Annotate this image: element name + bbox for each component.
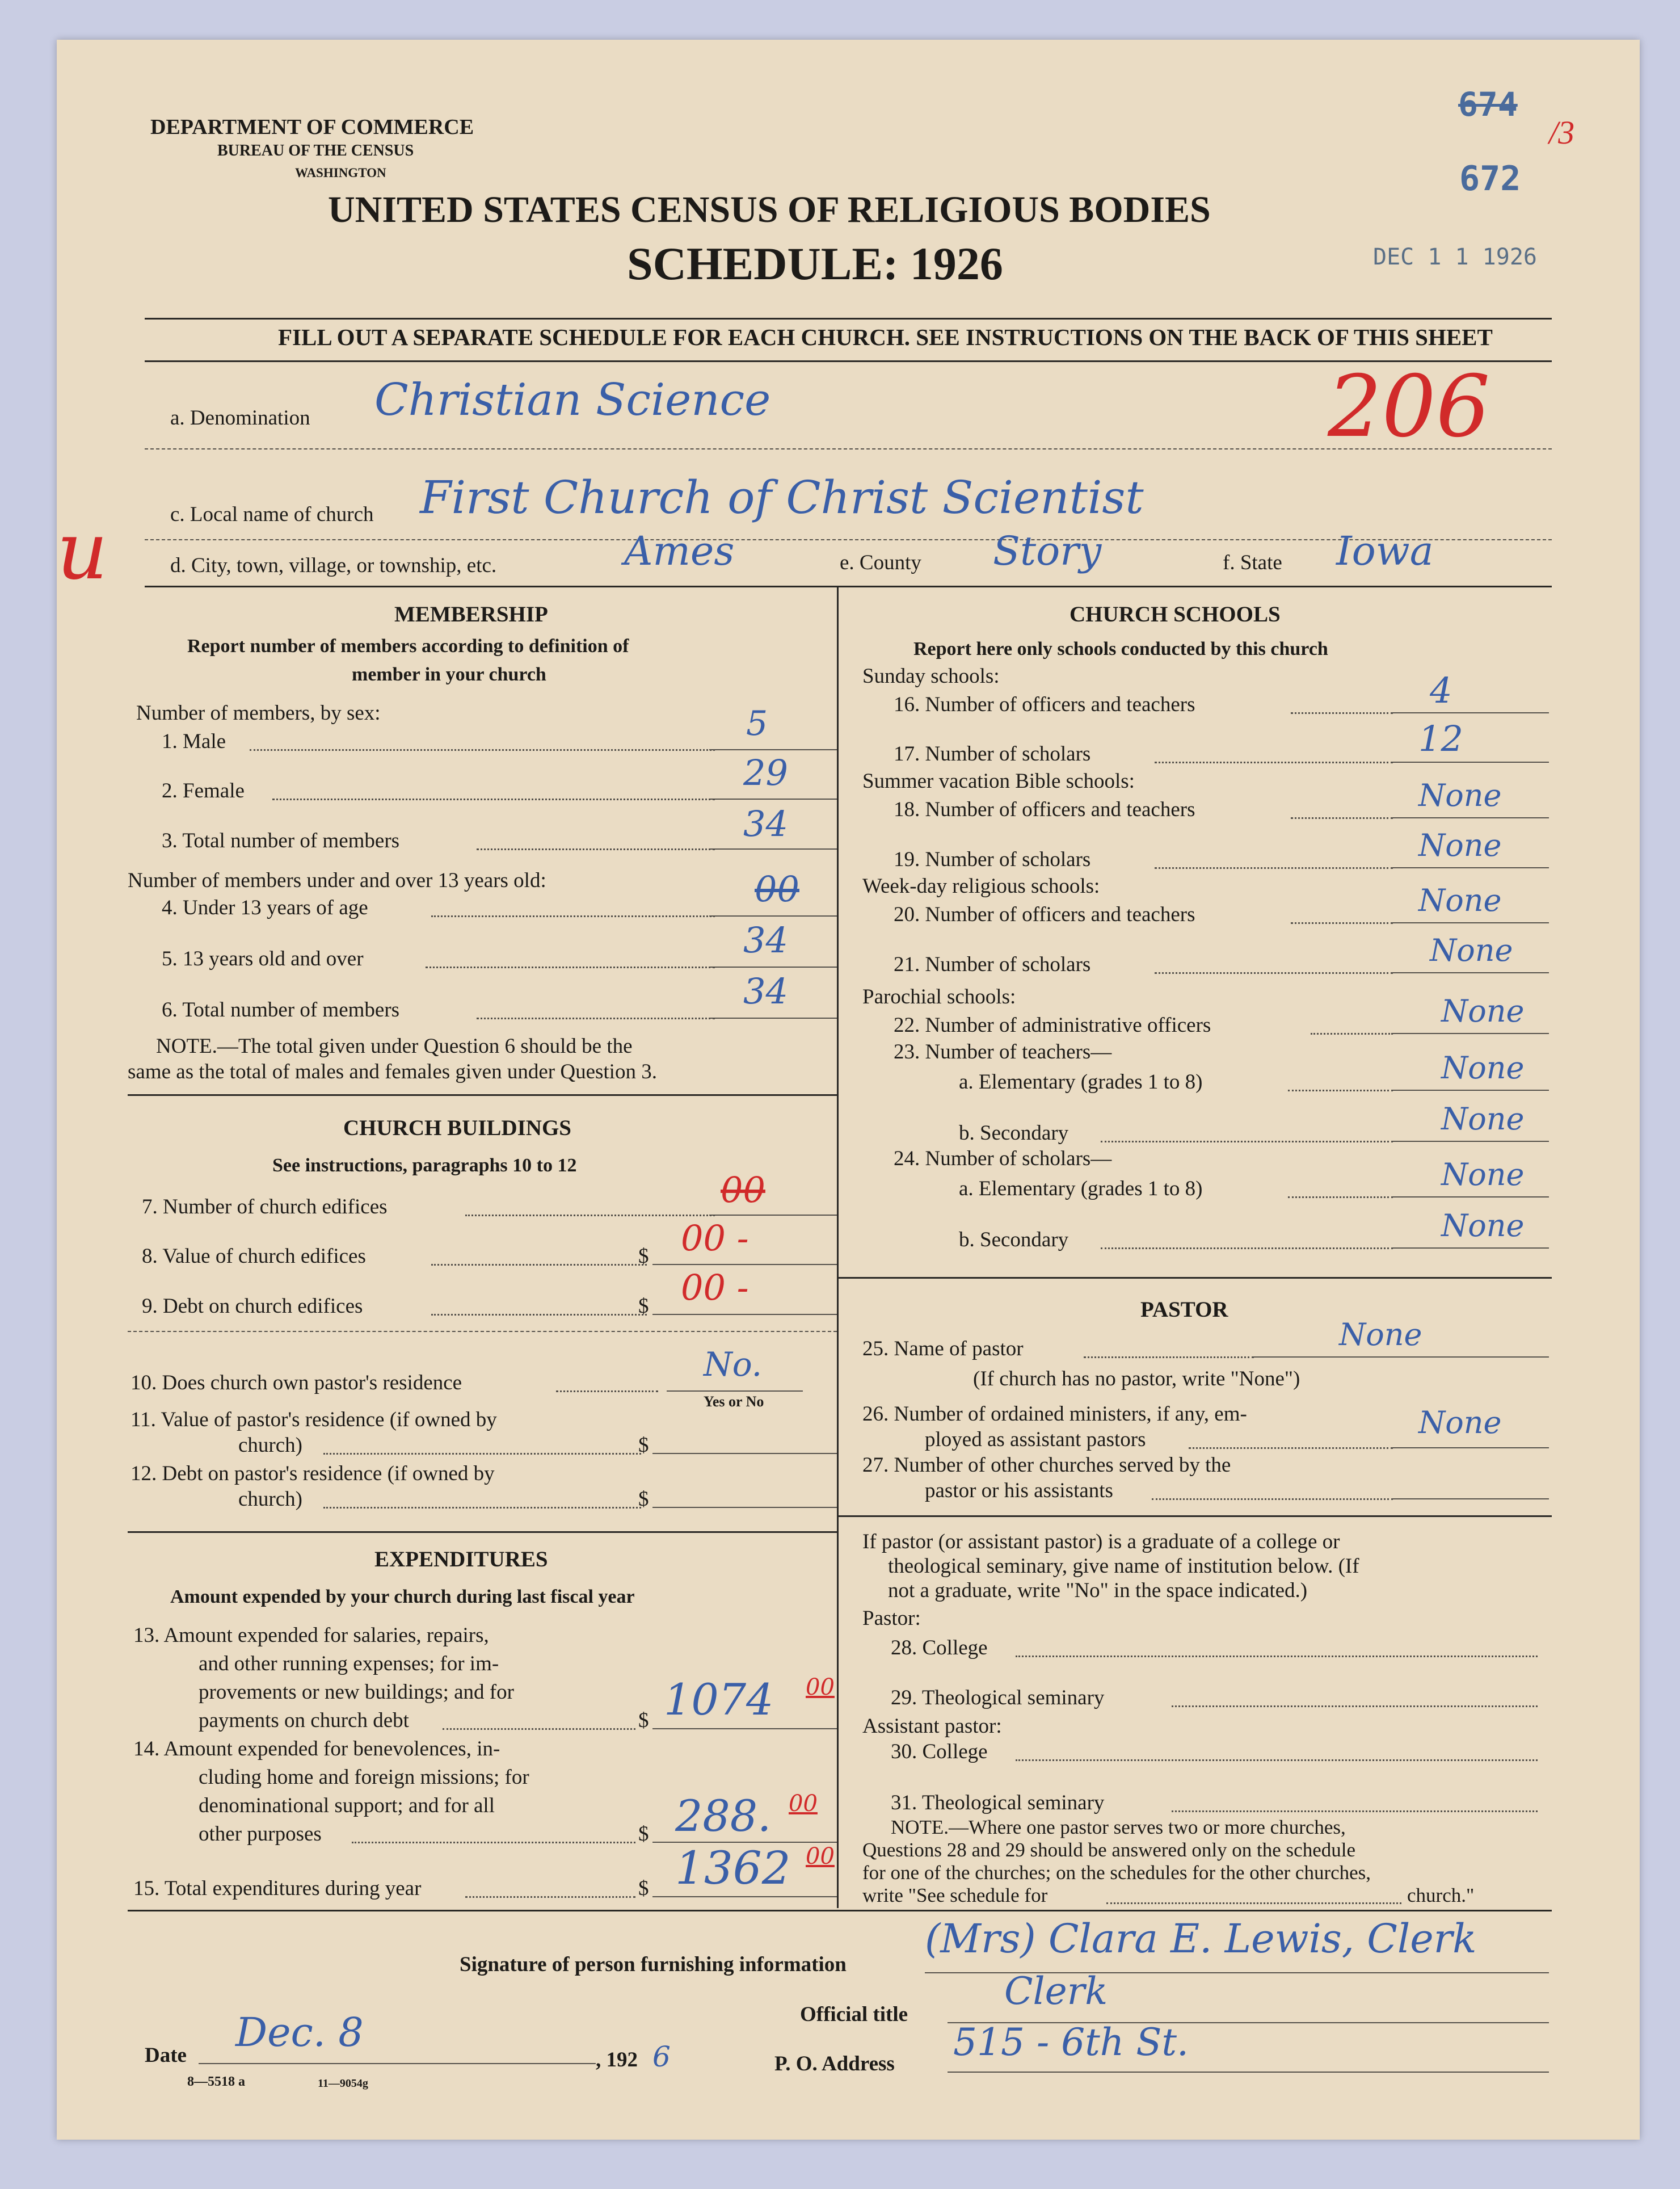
q13-label-3: provements or new buildings; and for: [199, 1680, 514, 1704]
rule: [837, 1277, 1552, 1279]
q14-label-3: denominational support; and for all: [199, 1794, 495, 1817]
pastor-note-4: write "See schedule for: [862, 1884, 1048, 1906]
expenditures-sub: Amount expended by your church during last fiscal year: [170, 1586, 635, 1607]
underline: [1393, 1033, 1549, 1034]
leader: [431, 1314, 647, 1316]
q2-value[interactable]: 29: [743, 752, 788, 793]
underline: [199, 2063, 596, 2064]
underline: [1393, 1196, 1549, 1198]
leader: [1288, 1090, 1393, 1091]
q3-label: 3. Total number of members: [162, 829, 400, 852]
q8-label: 8. Value of church edifices: [142, 1245, 366, 1268]
underline: [709, 799, 837, 800]
q11-label-2: church): [238, 1434, 302, 1457]
underline: [1393, 712, 1549, 713]
yes-no-caption: Yes or No: [704, 1393, 764, 1410]
underline: [1393, 1090, 1549, 1091]
q18-label: 18. Number of officers and teachers: [894, 798, 1195, 821]
q13-cents[interactable]: 00: [806, 1674, 835, 1700]
leader: [431, 915, 715, 917]
q14-dollar: $: [638, 1822, 649, 1846]
q24a-value[interactable]: None: [1441, 1157, 1525, 1192]
q24-label: 24. Number of scholars—: [894, 1147, 1112, 1170]
rule: [145, 448, 1552, 449]
q12-value-line[interactable]: [652, 1507, 837, 1508]
underline: [1393, 972, 1549, 973]
q31-line[interactable]: [1172, 1810, 1538, 1812]
state-value[interactable]: Iowa: [1336, 528, 1434, 574]
rule: [145, 360, 1552, 362]
weekday-label: Week-day religious schools:: [862, 875, 1100, 898]
sunday-label: Sunday schools:: [862, 665, 1000, 688]
q12-label-1: 12. Debt on pastor's residence (if owned by: [130, 1462, 495, 1485]
membership-intro-2: member in your church: [352, 664, 546, 685]
leader: [1288, 1196, 1393, 1198]
membership-heading: MEMBERSHIP: [394, 602, 548, 627]
q26-label-1: 26. Number of ordained ministers, if any, em-: [862, 1402, 1247, 1426]
q6-label: 6. Total number of members: [162, 998, 400, 1022]
q16-value[interactable]: 4: [1430, 670, 1452, 711]
instructions-bar: FILL OUT A SEPARATE SCHEDULE FOR EACH CHURCH. SEE INSTRUCTIONS ON THE BACK OF THIS SHEET: [278, 324, 1493, 350]
leader: [323, 1507, 641, 1509]
city-value[interactable]: Ames: [624, 528, 735, 574]
q30-label: 30. College: [891, 1740, 988, 1763]
underline: [652, 1896, 837, 1897]
schools-intro: Report here only schools conducted by this church: [913, 638, 1328, 659]
leader: [352, 1842, 635, 1843]
underline: [652, 1264, 837, 1265]
q16-label: 16. Number of officers and teachers: [894, 693, 1195, 716]
q15-cents[interactable]: 00: [806, 1843, 835, 1869]
leader: [426, 967, 715, 968]
county-value[interactable]: Story: [993, 528, 1102, 574]
q4-value[interactable]: 00: [755, 868, 799, 910]
red-mark: u: [57, 505, 108, 598]
q25-value[interactable]: None: [1339, 1317, 1422, 1352]
q7-value[interactable]: 00: [721, 1169, 765, 1211]
buildings-heading: CHURCH BUILDINGS: [343, 1116, 571, 1140]
leader: [1155, 762, 1393, 763]
q22-label: 22. Number of administrative officers: [894, 1014, 1211, 1037]
q10-label: 10. Does church own pastor's residence: [130, 1371, 462, 1394]
grad-text-1: If pastor (or assistant pastor) is a graduate of a college or: [862, 1530, 1340, 1553]
by-sex-label: Number of members, by sex:: [136, 701, 381, 725]
church-name-label: c. Local name of church: [170, 503, 374, 526]
county-label: e. County: [840, 551, 921, 574]
form-title: UNITED STATES CENSUS OF RELIGIOUS BODIES: [328, 189, 1211, 230]
q11-label-1: 11. Value of pastor's residence (if owned by: [130, 1408, 497, 1431]
denomination-value[interactable]: Christian Science: [374, 375, 771, 426]
q13-label-1: 13. Amount expended for salaries, repairs,: [133, 1624, 489, 1647]
q24a-label: a. Elementary (grades 1 to 8): [959, 1177, 1203, 1200]
q7-label: 7. Number of church edifices: [142, 1195, 388, 1219]
city-label: d. City, town, village, or township, etc.: [170, 554, 497, 577]
q22-value[interactable]: None: [1441, 993, 1525, 1029]
q15-dollar: $: [638, 1877, 649, 1900]
underline: [709, 1215, 837, 1216]
date-label: Date: [145, 2044, 187, 2067]
q9-dollar: $: [638, 1295, 649, 1318]
pastor-note-5: church.": [1407, 1884, 1475, 1906]
q4-label: 4. Under 13 years of age: [162, 896, 368, 919]
leader: [443, 1728, 635, 1730]
q1-label: 1. Male: [162, 730, 226, 753]
pastor-heading: PASTOR: [1140, 1297, 1228, 1322]
leader: [1155, 867, 1393, 869]
leader: [1291, 712, 1393, 714]
q19-value[interactable]: None: [1418, 827, 1502, 863]
q2-label: 2. Female: [162, 779, 245, 803]
leader: [477, 848, 715, 850]
q23a-label: a. Elementary (grades 1 to 8): [959, 1070, 1203, 1094]
membership-note-1: NOTE.—The total given under Question 6 should be the: [156, 1035, 633, 1058]
official-title-value[interactable]: Clerk: [1004, 1969, 1108, 2013]
leader: [1101, 1247, 1393, 1249]
church-name-value[interactable]: First Church of Christ Scientist: [420, 471, 1144, 524]
column-divider: [837, 586, 839, 1908]
leader: [431, 1264, 647, 1266]
asst-pastor-sublabel: Assistant pastor:: [862, 1715, 1002, 1738]
q25-note: (If church has no pastor, write "None"): [973, 1367, 1300, 1390]
rule: [145, 586, 1552, 587]
q14-cents[interactable]: 00: [789, 1791, 818, 1817]
q14-label-1: 14. Amount expended for benevolences, in-: [133, 1737, 500, 1761]
underline: [1393, 1141, 1549, 1142]
underline: [709, 915, 837, 917]
rule: [837, 1515, 1552, 1517]
date-value[interactable]: Dec. 8: [235, 2009, 364, 2056]
by-age-label: Number of members under and over 13 years old:: [128, 869, 546, 892]
q23b-value[interactable]: None: [1441, 1101, 1525, 1137]
q24b-label: b. Secondary: [959, 1228, 1069, 1251]
q25-label: 25. Name of pastor: [862, 1337, 1024, 1360]
q13-label-2: and other running expenses; for im-: [199, 1652, 499, 1675]
q14-label-4: other purposes: [199, 1822, 322, 1846]
q14-value[interactable]: 288.: [675, 1791, 772, 1841]
rule: [128, 1331, 837, 1332]
q30-line[interactable]: [1016, 1759, 1538, 1761]
rule: [128, 1094, 837, 1096]
q11-value-line[interactable]: [652, 1453, 837, 1454]
struck-number: 674: [1458, 85, 1518, 124]
q26-value[interactable]: None: [1418, 1405, 1502, 1440]
leader: [465, 1215, 715, 1216]
leader: [323, 1453, 641, 1455]
q15-value[interactable]: 1362: [675, 1842, 791, 1894]
underline: [652, 1314, 837, 1315]
q9-label: 9. Debt on church edifices: [142, 1295, 363, 1318]
q12-label-2: church): [238, 1488, 302, 1511]
q13-value[interactable]: 1074: [664, 1674, 774, 1725]
parochial-label: Parochial schools:: [862, 985, 1016, 1009]
leader: [465, 1896, 635, 1898]
received-date-stamp: DEC 1 1 1926: [1373, 244, 1537, 270]
underline: [667, 1390, 803, 1392]
leader: [1152, 1498, 1393, 1500]
q29-label: 29. Theological seminary: [891, 1686, 1105, 1709]
q12-dollar: $: [638, 1488, 649, 1511]
q23b-label: b. Secondary: [959, 1121, 1069, 1145]
q27-label-1: 27. Number of other churches served by the: [862, 1453, 1231, 1477]
print-number: 11—9054g: [318, 2077, 368, 2090]
official-title-label: Official title: [800, 2003, 908, 2026]
bureau-city: WASHINGTON: [295, 166, 386, 180]
underline: [948, 2072, 1549, 2073]
q11-dollar: $: [638, 1434, 649, 1457]
q29-line[interactable]: [1172, 1705, 1538, 1707]
leader: [1291, 922, 1393, 924]
year-prefix: , 192: [596, 2048, 638, 2072]
q19-label: 19. Number of scholars: [894, 848, 1091, 871]
address-label: P. O. Address: [774, 2052, 895, 2075]
leader: [1311, 1033, 1393, 1035]
q26-label-2: ployed as assistant pastors: [925, 1428, 1146, 1451]
q23a-value[interactable]: None: [1441, 1050, 1525, 1086]
q3-value[interactable]: 34: [743, 803, 788, 844]
underline: [1393, 817, 1549, 818]
leader: [1106, 1902, 1401, 1904]
census-schedule-form: [57, 40, 1640, 2140]
underline: [1393, 922, 1549, 923]
stamp-number: 672: [1459, 159, 1521, 199]
pastor-note-1: NOTE.—Where one pastor serves two or more churches,: [891, 1816, 1346, 1838]
underline: [709, 749, 837, 750]
q21-value[interactable]: None: [1430, 932, 1513, 968]
pastor-note-3: for one of the churches; on the schedules for the other churches,: [862, 1862, 1371, 1884]
pastor-sublabel: Pastor:: [862, 1607, 921, 1630]
year-value[interactable]: 6: [652, 2040, 671, 2073]
q17-value[interactable]: 12: [1418, 718, 1463, 759]
bureau-name: BUREAU OF THE CENSUS: [217, 142, 414, 159]
schools-heading: CHURCH SCHOOLS: [1070, 602, 1281, 627]
underline: [1393, 762, 1549, 763]
underline: [709, 848, 837, 850]
q9-value[interactable]: 00 -: [681, 1267, 749, 1308]
denomination-label: a. Denomination: [170, 406, 310, 430]
q20-value[interactable]: None: [1418, 883, 1502, 918]
underline: [1393, 1247, 1549, 1249]
q14-label-2: cluding home and foreign missions; for: [199, 1766, 529, 1789]
expenditures-heading: EXPENDITURES: [374, 1547, 548, 1572]
q24b-value[interactable]: None: [1441, 1208, 1525, 1243]
membership-intro-1: Report number of members according to definition of: [187, 636, 629, 657]
leader: [250, 749, 715, 751]
q31-label: 31. Theological seminary: [891, 1791, 1105, 1814]
address-value[interactable]: 515 - 6th St.: [953, 2020, 1189, 2064]
q23-label: 23. Number of teachers—: [894, 1040, 1112, 1064]
summer-label: Summer vacation Bible schools:: [862, 770, 1135, 793]
red-number: /3: [1549, 114, 1575, 151]
q13-label-4: payments on church debt: [199, 1709, 409, 1732]
q8-value[interactable]: 00 -: [681, 1217, 749, 1259]
rule: [128, 1531, 837, 1533]
q20-label: 20. Number of officers and teachers: [894, 903, 1195, 926]
grad-text-3: not a graduate, write "No" in the space indicated.): [888, 1579, 1308, 1602]
q15-label: 15. Total expenditures during year: [133, 1877, 422, 1900]
underline: [709, 1018, 837, 1019]
leader: [556, 1390, 658, 1392]
q28-label: 28. College: [891, 1636, 988, 1659]
leader: [1155, 972, 1393, 974]
q5-value[interactable]: 34: [743, 919, 788, 961]
q8-dollar: $: [638, 1245, 649, 1268]
leader: [1189, 1447, 1393, 1449]
q21-label: 21. Number of scholars: [894, 953, 1091, 976]
q10-value[interactable]: No.: [704, 1345, 763, 1384]
form-number: 8—5518 a: [187, 2074, 245, 2089]
underline: [652, 1728, 837, 1729]
signature-label: Signature of person furnishing information: [460, 1953, 847, 1976]
underline: [709, 967, 837, 968]
dept-name: DEPARTMENT OF COMMERCE: [150, 115, 474, 139]
schedule-title: SCHEDULE: 1926: [627, 238, 1003, 289]
underline: [1393, 867, 1549, 868]
q5-label: 5. 13 years old and over: [162, 947, 364, 970]
leader: [1101, 1141, 1393, 1142]
q27-label-2: pastor or his assistants: [925, 1479, 1113, 1502]
rule: [145, 318, 1552, 320]
q18-value[interactable]: None: [1418, 778, 1502, 813]
state-label: f. State: [1223, 551, 1282, 574]
leader: [272, 799, 715, 800]
underline: [1254, 1356, 1549, 1358]
buildings-sub: See instructions, paragraphs 10 to 12: [272, 1155, 577, 1176]
q17-label: 17. Number of scholars: [894, 742, 1091, 766]
membership-note-2: same as the total of males and females given under Question 3.: [128, 1060, 657, 1083]
rule: [128, 1910, 1552, 1911]
q28-line[interactable]: [1016, 1656, 1538, 1657]
leader: [1084, 1356, 1254, 1358]
q6-value[interactable]: 34: [743, 970, 788, 1012]
q27-value-line[interactable]: [1393, 1498, 1549, 1499]
red-code: 206: [1328, 358, 1490, 456]
signature-value[interactable]: (Mrs) Clara E. Lewis, Clerk: [925, 1915, 1477, 1962]
q13-dollar: $: [638, 1709, 649, 1732]
q1-value[interactable]: 5: [746, 704, 768, 743]
leader: [477, 1018, 715, 1019]
pastor-note-2: Questions 28 and 29 should be answered only on the schedule: [862, 1839, 1356, 1861]
underline: [1393, 1447, 1549, 1448]
leader: [1291, 817, 1393, 819]
grad-text-2: theological seminary, give name of institution below. (If: [888, 1554, 1359, 1578]
